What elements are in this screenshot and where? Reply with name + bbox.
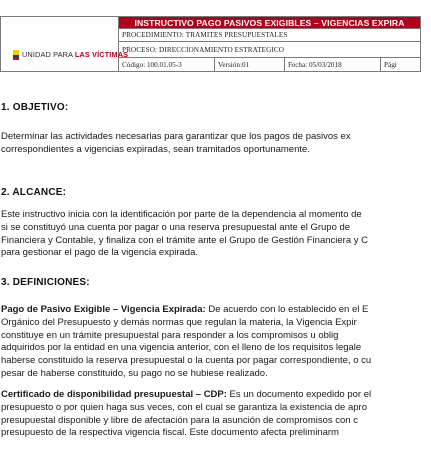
objetivo-paragraph xyxy=(1,131,431,157)
definition-cdp xyxy=(1,389,431,440)
paragraph-line: Determinar las actividades necesarias para garantizar que los pagos de pasivos ex xyxy=(1,131,351,142)
paragraph-line: correspondientes a vigencias expiradas, sean tramitados oportunamente. xyxy=(1,143,310,155)
paragraph-line: haberse constituido la reserva presupuestal o la cuenta por pagar correspondiente, o cu xyxy=(1,355,372,367)
paragraph-line: Financiera y Contable, y finaliza con el trámite ante el Grupo de Gestión Financiera y C xyxy=(1,234,368,246)
paragraph-line: presupuestal disponible y libre de afectación para la asunción de compromisos con c xyxy=(1,414,358,426)
definition-pasivo-exigible xyxy=(1,304,431,381)
paragraph-line: Orgánico del Presupuesto y demás normas que regulan la materia, la Vigencia Expir xyxy=(1,316,357,328)
paragraph-line: adquiridos por la entidad en una vigencia anterior, con el lleno de los requisitos legale xyxy=(1,342,362,354)
document-header-table xyxy=(0,16,421,72)
paragraph-line: para gestionar el pago de la vigencia expirada. xyxy=(1,247,198,259)
logo-text-normal: UNIDAD PARA xyxy=(22,50,75,59)
logo-cell xyxy=(1,17,129,72)
alcance-paragraph xyxy=(1,209,431,260)
paragraph-line: si se constituyó una cuenta por pagar o una reserva presupuestal ante el Grupo de xyxy=(1,221,351,233)
definition-term: Pago de Pasivo Exigible – Vigencia Expirada: xyxy=(1,304,206,315)
logo-text xyxy=(22,50,128,59)
definition-first-line xyxy=(1,389,431,402)
proceso-label: PROCESO: DIRECCIONAMIENTO ESTRATEGICO xyxy=(119,42,421,58)
pagina-field: Pági xyxy=(381,58,421,72)
unidad-victimas-logo xyxy=(1,19,129,69)
codigo-field: Código: 100.01.05-3 xyxy=(119,58,215,72)
fecha-field: Fecha: 05/03/2018 xyxy=(285,58,381,72)
objetivo-heading: 1. OBJETIVO: xyxy=(1,102,69,113)
version-field: Versión:01 xyxy=(215,58,285,72)
procedimiento-label: PROCEDIMIENTO: TRAMITES PRESUPUESTALES xyxy=(119,29,421,42)
paragraph-line: presupuesto de la respectiva vigencia fiscal. Este documento afecta preliminarm xyxy=(1,427,339,439)
paragraph-line: Este instructivo inicia con la identificación por parte de la dependencia al momento de xyxy=(1,209,362,220)
alcance-heading: 2. ALCANCE: xyxy=(1,187,67,198)
definition-text: Es un documento expedido por el xyxy=(226,389,372,400)
paragraph-line: constituye en un trámite presupuestal para responder a los compromisos u oblig xyxy=(1,329,339,341)
flag-red-stripe xyxy=(13,58,19,61)
colombia-flag-icon xyxy=(13,50,19,60)
definition-term: Certificado de disponibilidad presupuestal – CDP: xyxy=(1,389,227,400)
definition-first-line xyxy=(1,304,431,317)
logo-text-bold: LAS VÍCTIMAS xyxy=(74,50,129,59)
document-title: INSTRUCTIVO PAGO PASIVOS EXIGIBLES – VIGENCIAS EXPIRA xyxy=(119,17,421,29)
definiciones-heading: 3. DEFINICIONES: xyxy=(1,277,90,288)
definition-text: De acuerdo con lo establecido en el E xyxy=(205,304,369,315)
paragraph-line: pesar de haberse constituido, su pago no se hubiese realizado. xyxy=(1,367,268,379)
paragraph-line: presupuesto o por quien haga sus veces, con el cual se garantiza la existencia de apro xyxy=(1,401,367,413)
